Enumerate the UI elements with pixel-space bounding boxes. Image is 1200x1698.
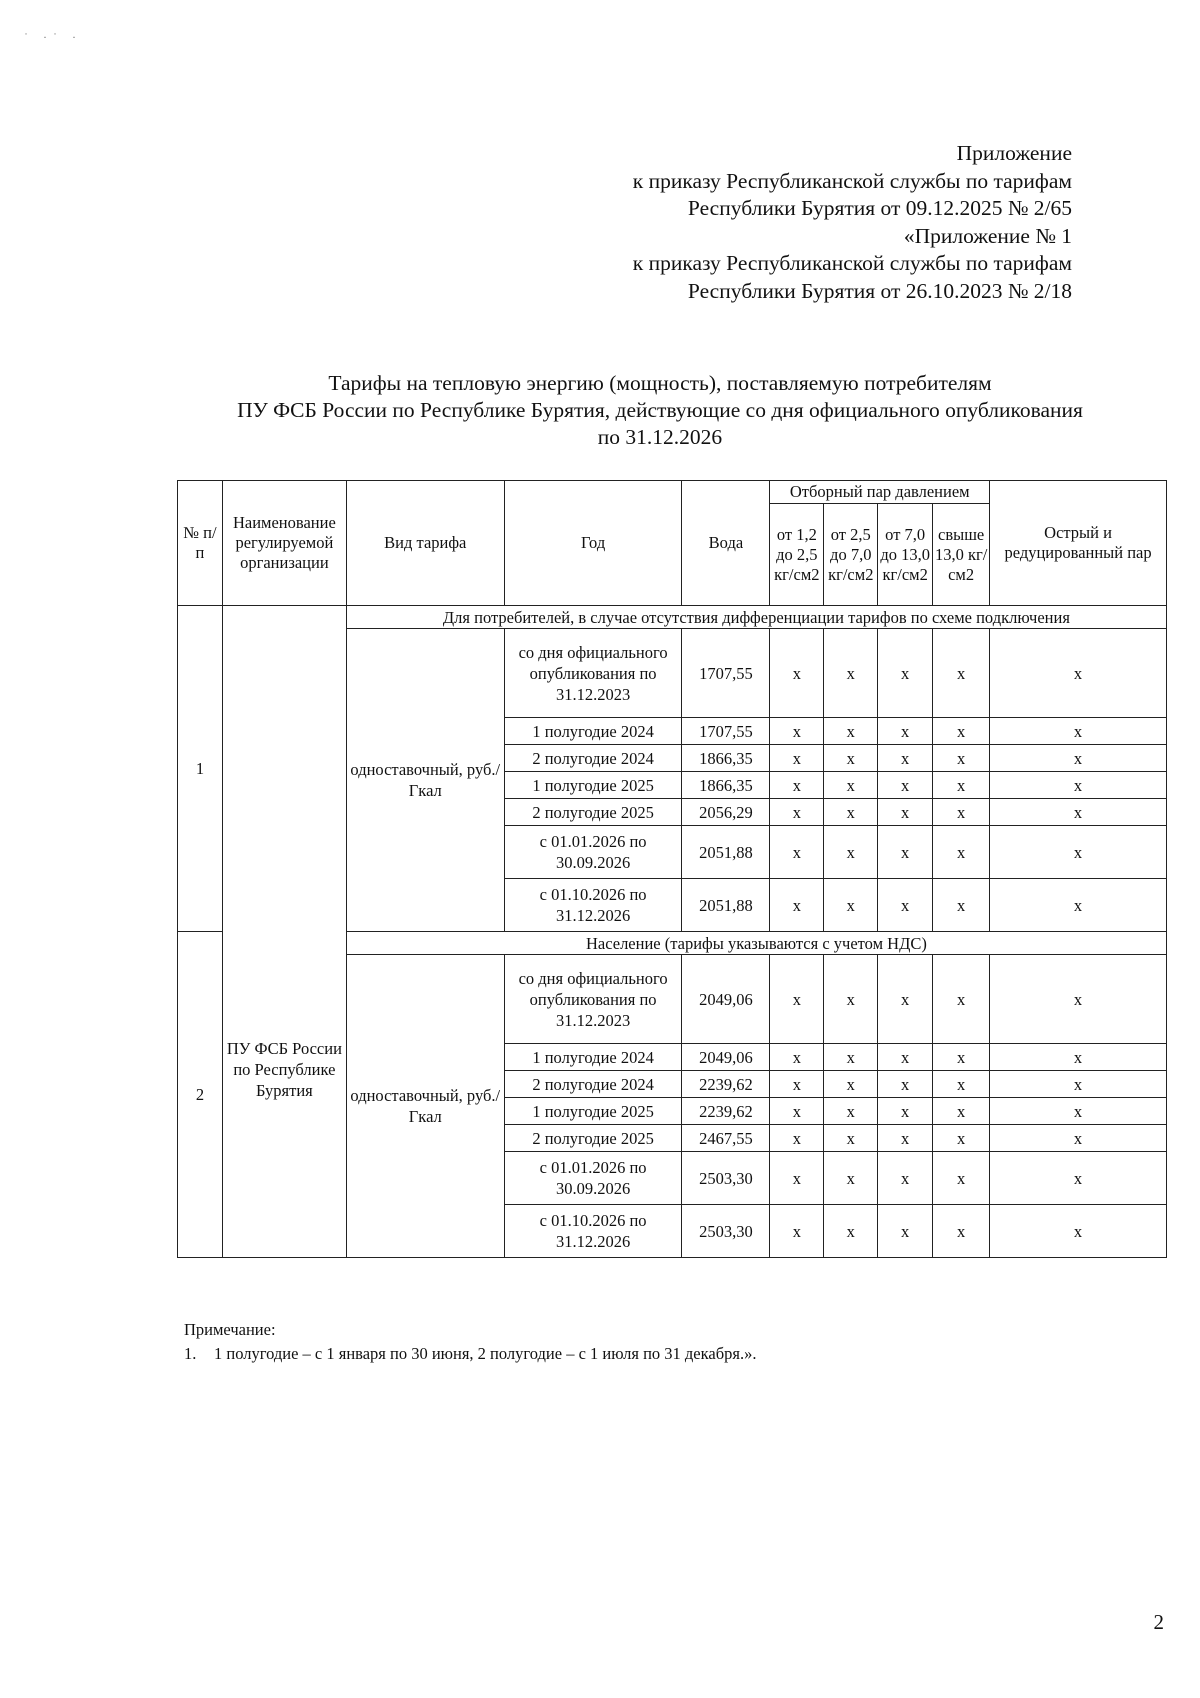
sharp-steam-value: х [990, 799, 1167, 826]
note-item-number: 1. [184, 1344, 197, 1363]
steam-4-value: х [933, 1071, 990, 1098]
steam-1-value: х [770, 745, 824, 772]
header-tariff-type: Вид тарифа [346, 481, 504, 606]
steam-1-value: х [770, 826, 824, 879]
steam-2-value: х [824, 1205, 878, 1258]
tariff-type: одноставочный, руб./Гкал [346, 955, 504, 1258]
header-org: Наименование регулируемой организации [222, 481, 346, 606]
steam-4-value: х [933, 718, 990, 745]
title-line: Тарифы на тепловую энергию (мощность), поставляемую потребителям [328, 371, 992, 395]
water-value: 2049,06 [682, 955, 770, 1044]
water-value: 2503,30 [682, 1152, 770, 1205]
sharp-steam-value: х [990, 1098, 1167, 1125]
note-section [184, 1318, 756, 1366]
header-line: к приказу Республиканской службы по тарифам [632, 251, 1072, 275]
sharp-steam-value: х [990, 1044, 1167, 1071]
header-num: № п/п [178, 481, 223, 606]
header-line: Республики Бурятия от 26.10.2023 № 2/18 [687, 278, 1072, 303]
steam-4-value: х [933, 1125, 990, 1152]
period-cell: 2 полугодие 2025 [504, 1125, 682, 1152]
table-row [178, 606, 1167, 629]
organization-name: ПУ ФСБ России по Республике Бурятия [222, 606, 346, 1258]
period-cell: 1 полугодие 2025 [504, 772, 682, 799]
header-line: Республики Бурятия от 09.12.2025 № 2/65 [687, 196, 1072, 220]
water-value: 2051,88 [682, 879, 770, 932]
steam-4-value: х [933, 772, 990, 799]
title-line: по 31.12.2026 [597, 425, 723, 449]
header-steam-group: Отборный пар давлением [770, 481, 990, 504]
sharp-steam-value: х [990, 1152, 1167, 1205]
steam-1-value: х [770, 1044, 824, 1071]
steam-2-value: х [824, 772, 878, 799]
steam-1-value: х [770, 1071, 824, 1098]
steam-2-value: х [824, 826, 878, 879]
period-cell: 2 полугодие 2025 [504, 799, 682, 826]
steam-4-value: х [933, 1152, 990, 1205]
tariff-table [177, 480, 1167, 1258]
water-value: 1707,55 [682, 629, 770, 718]
steam-1-value: х [770, 718, 824, 745]
water-value: 2239,62 [682, 1098, 770, 1125]
header-line: к приказу Республиканской службы по тарифам [632, 168, 1072, 193]
steam-3-value: х [878, 629, 933, 718]
period-cell: с 01.10.2026 по 31.12.2026 [504, 1205, 682, 1258]
section-caption: Для потребителей, в случае отсутствия дифференциации тарифов по схеме подключения [346, 606, 1166, 629]
period-cell: с 01.01.2026 по 30.09.2026 [504, 826, 682, 879]
header-steam-2: от 2,5 до 7,0 кг/см2 [824, 504, 878, 606]
steam-3-value: х [878, 718, 933, 745]
appendix-header [633, 140, 1072, 305]
steam-4-value: х [933, 1205, 990, 1258]
header-steam-3: от 7,0 до 13,0 кг/см2 [878, 504, 933, 606]
period-cell: со дня официального опубликования по 31.12.2023 [504, 955, 682, 1044]
period-cell: 2 полугодие 2024 [504, 1071, 682, 1098]
scan-artifact-marks: ˙ ·˙ · [24, 30, 82, 44]
steam-3-value: х [878, 1071, 933, 1098]
header-steam-4: свыше 13,0 кг/см2 [933, 504, 990, 606]
water-value: 1866,35 [682, 745, 770, 772]
steam-1-value: х [770, 1205, 824, 1258]
steam-1-value: х [770, 799, 824, 826]
water-value: 2467,55 [682, 1125, 770, 1152]
steam-1-value: х [770, 1152, 824, 1205]
steam-3-value: х [878, 1098, 933, 1125]
sharp-steam-value: х [990, 826, 1167, 879]
section-caption: Население (тарифы указываются с учетом НДС) [346, 932, 1166, 955]
steam-3-value: х [878, 1044, 933, 1071]
row-number: 1 [178, 606, 223, 932]
steam-2-value: х [824, 1044, 878, 1071]
steam-3-value: х [878, 745, 933, 772]
steam-1-value: х [770, 1125, 824, 1152]
period-cell: 2 полугодие 2024 [504, 745, 682, 772]
header-water: Вода [682, 481, 770, 606]
steam-3-value: х [878, 799, 933, 826]
steam-2-value: х [824, 1125, 878, 1152]
steam-4-value: х [933, 799, 990, 826]
steam-2-value: х [824, 955, 878, 1044]
document-title [180, 370, 1140, 451]
steam-4-value: х [933, 629, 990, 718]
steam-1-value: х [770, 629, 824, 718]
period-cell: со дня официального опубликования по 31.12.2023 [504, 629, 682, 718]
steam-1-value: х [770, 1098, 824, 1125]
steam-4-value: х [933, 1098, 990, 1125]
steam-1-value: х [770, 879, 824, 932]
sharp-steam-value: х [990, 879, 1167, 932]
period-cell: с 01.10.2026 по 31.12.2026 [504, 879, 682, 932]
steam-4-value: х [933, 745, 990, 772]
steam-4-value: х [933, 955, 990, 1044]
header-year: Год [504, 481, 682, 606]
steam-4-value: х [933, 879, 990, 932]
water-value: 1866,35 [682, 772, 770, 799]
water-value: 2051,88 [682, 826, 770, 879]
page-number: 2 [1153, 1610, 1164, 1634]
note-label: Примечание: [184, 1320, 276, 1339]
steam-3-value: х [878, 1125, 933, 1152]
header-sharp-steam: Острый и редуцированный пар [990, 481, 1167, 606]
water-value: 2503,30 [682, 1205, 770, 1258]
steam-2-value: х [824, 1071, 878, 1098]
sharp-steam-value: х [990, 629, 1167, 718]
steam-3-value: х [878, 955, 933, 1044]
steam-3-value: х [878, 1152, 933, 1205]
steam-2-value: х [824, 799, 878, 826]
steam-3-value: х [878, 772, 933, 799]
period-cell: с 01.01.2026 по 30.09.2026 [504, 1152, 682, 1205]
period-cell: 1 полугодие 2025 [504, 1098, 682, 1125]
water-value: 1707,55 [682, 718, 770, 745]
steam-3-value: х [878, 1205, 933, 1258]
sharp-steam-value: х [990, 1125, 1167, 1152]
note-item [184, 1342, 756, 1366]
title-line: ПУ ФСБ России по Республике Бурятия, действующие со дня официального опубликования [237, 398, 1083, 422]
tariff-type: одноставочный, руб./Гкал [346, 629, 504, 932]
sharp-steam-value: х [990, 1071, 1167, 1098]
sharp-steam-value: х [990, 955, 1167, 1044]
water-value: 2049,06 [682, 1044, 770, 1071]
steam-1-value: х [770, 955, 824, 1044]
steam-4-value: х [933, 826, 990, 879]
steam-2-value: х [824, 745, 878, 772]
water-value: 2056,29 [682, 799, 770, 826]
steam-1-value: х [770, 772, 824, 799]
period-cell: 1 полугодие 2024 [504, 1044, 682, 1071]
sharp-steam-value: х [990, 745, 1167, 772]
sharp-steam-value: х [990, 718, 1167, 745]
period-cell: 1 полугодие 2024 [504, 718, 682, 745]
header-line: Приложение [956, 141, 1072, 165]
steam-3-value: х [878, 826, 933, 879]
steam-2-value: х [824, 629, 878, 718]
note-item-text: 1 полугодие – с 1 января по 30 июня, 2 полугодие – с 1 июля по 31 декабря.». [214, 1344, 757, 1363]
steam-2-value: х [824, 1152, 878, 1205]
row-number: 2 [178, 932, 223, 1258]
steam-2-value: х [824, 879, 878, 932]
steam-2-value: х [824, 1098, 878, 1125]
steam-2-value: х [824, 718, 878, 745]
sharp-steam-value: х [990, 772, 1167, 799]
header-steam-1: от 1,2 до 2,5 кг/см2 [770, 504, 824, 606]
steam-4-value: х [933, 1044, 990, 1071]
water-value: 2239,62 [682, 1071, 770, 1098]
header-line: «Приложение № 1 [903, 223, 1072, 248]
sharp-steam-value: х [990, 1205, 1167, 1258]
steam-3-value: х [878, 879, 933, 932]
